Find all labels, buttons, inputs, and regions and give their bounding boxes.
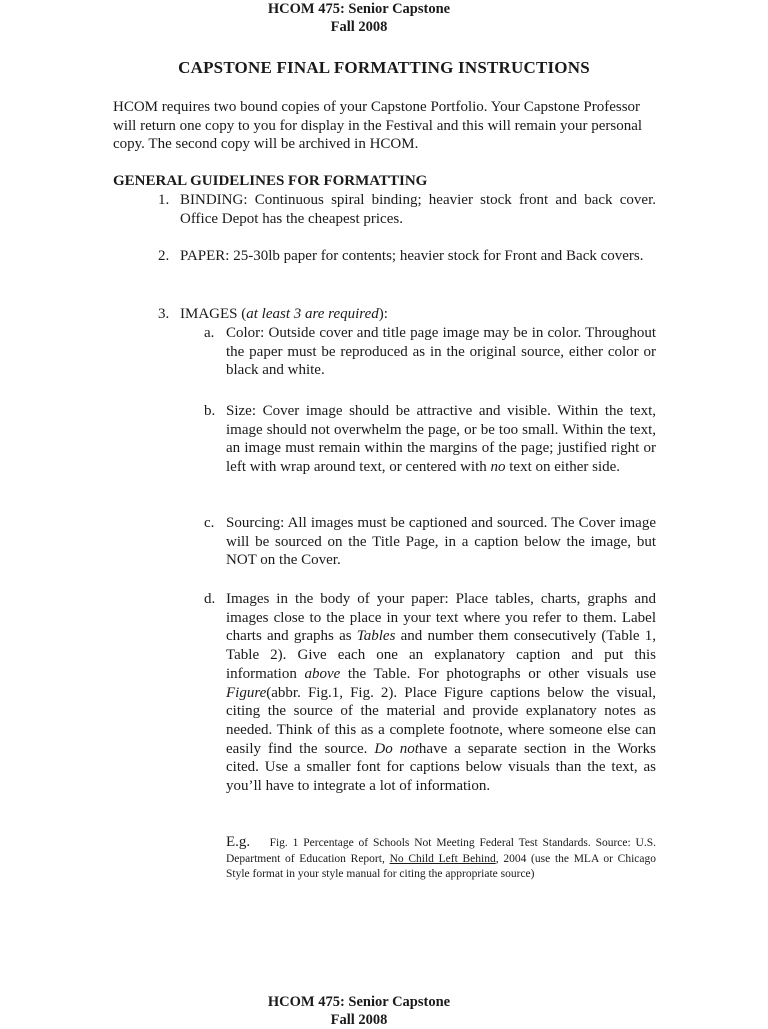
intro-paragraph: HCOM requires two bound copies of your Capstone Portfolio. Your Capstone Professor will return one copy to you for display in the Festival and this will remain your personal copy. The second copy will be archived in HCOM.: [113, 99, 643, 153]
body-images-t3: the Table. For photographs or other visuals use: [340, 665, 656, 682]
term: Fall 2008: [330, 19, 388, 35]
size-italic: no: [490, 459, 506, 476]
page-header: [0, 0, 718, 36]
next-page-term: Fall 2008: [330, 1012, 388, 1028]
sublist-label-a: a.: [204, 325, 215, 341]
body-images-i1: Tables: [356, 628, 396, 645]
subitem-sourcing: Sourcing: All images must be captioned and sourced. The Cover image will be sourced on the Title Page, in a caption below the image, but NOT on the Cover.: [226, 515, 656, 569]
example-label: E.g.: [226, 834, 251, 850]
body-images-t2: and number them consecutively (Table 1, Table 2). Give each one an explanatory caption and put this information: [226, 628, 656, 682]
subitem-size: [226, 402, 656, 477]
document-title: CAPSTONE FINAL FORMATTING INSTRUCTIONS: [178, 58, 590, 77]
size-text-1: Size: Cover image should be attractive and visible. Within the text, image should not overwhelm the page, or be too small. Within the text, an image must remain within the margins of the page; justified right or left with wrap around text, or centered with: [226, 403, 656, 476]
size-text-2: text on either side.: [505, 459, 621, 476]
example-caption-2: , 2004 (use the MLA or Chicago Style format in your style manual for citing the appropriate source): [226, 852, 656, 880]
sublist-label-c: c.: [204, 515, 215, 531]
example-caption: [226, 835, 656, 883]
images-lead: IMAGES (: [180, 306, 247, 322]
list-item-binding: BINDING: Continuous spiral binding; heavier stock front and back cover. Office Depot has the cheapest prices.: [180, 192, 656, 227]
list-item-paper: PAPER: 25-30lb paper for contents; heavier stock for Front and Back covers.: [180, 248, 644, 264]
body-images-t4: (abbr. Fig.1, Fig. 2). Place Figure captions below the visual, citing the source of the material and provide explanatory notes as needed. Think of this as a complete footnote, where someone else can easily find the source.: [226, 684, 656, 757]
example-caption-underlined: No Child Left Behind: [389, 852, 496, 865]
images-lead-italic: at least 3 are required: [246, 306, 379, 322]
example-caption-1: Fig. 1 Percentage of Schools Not Meeting Federal Test Standards. Source: U.S. Department of Education Report,: [226, 837, 657, 865]
subitem-body-images: [226, 590, 656, 796]
next-page-course-title: HCOM 475: Senior Capstone: [267, 994, 451, 1010]
images-lead-end: ):: [378, 306, 388, 322]
section-heading: GENERAL GUIDELINES FOR FORMATTING: [113, 173, 428, 189]
body-images-i2: above: [304, 665, 341, 682]
sublist-label-b: b.: [204, 403, 216, 419]
list-item-images: [180, 305, 656, 324]
subitem-color: Color: Outside cover and title page image may be in color. Throughout the paper must be reproduced as in the original source, either color or black and white.: [226, 325, 656, 379]
sublist-label-d: d.: [204, 591, 216, 607]
body-images-i4: Do not: [374, 740, 419, 757]
body-images-t1: Images in the body of your paper: Place tables, charts, graphs and images close to the place in your text where you refer to them. Label charts and graphs as: [226, 591, 656, 645]
body-images-t5: have a separate section in the Works cited. Use a smaller font for captions below visuals than the text, as you’ll have to integrate a lot of information.: [226, 740, 657, 795]
course-title: HCOM 475: Senior Capstone: [267, 1, 451, 17]
list-number-1: 1.: [158, 192, 170, 208]
list-number-3: 3.: [158, 306, 170, 322]
list-number-2: 2.: [158, 248, 170, 264]
body-images-i3: Figure: [226, 684, 267, 701]
